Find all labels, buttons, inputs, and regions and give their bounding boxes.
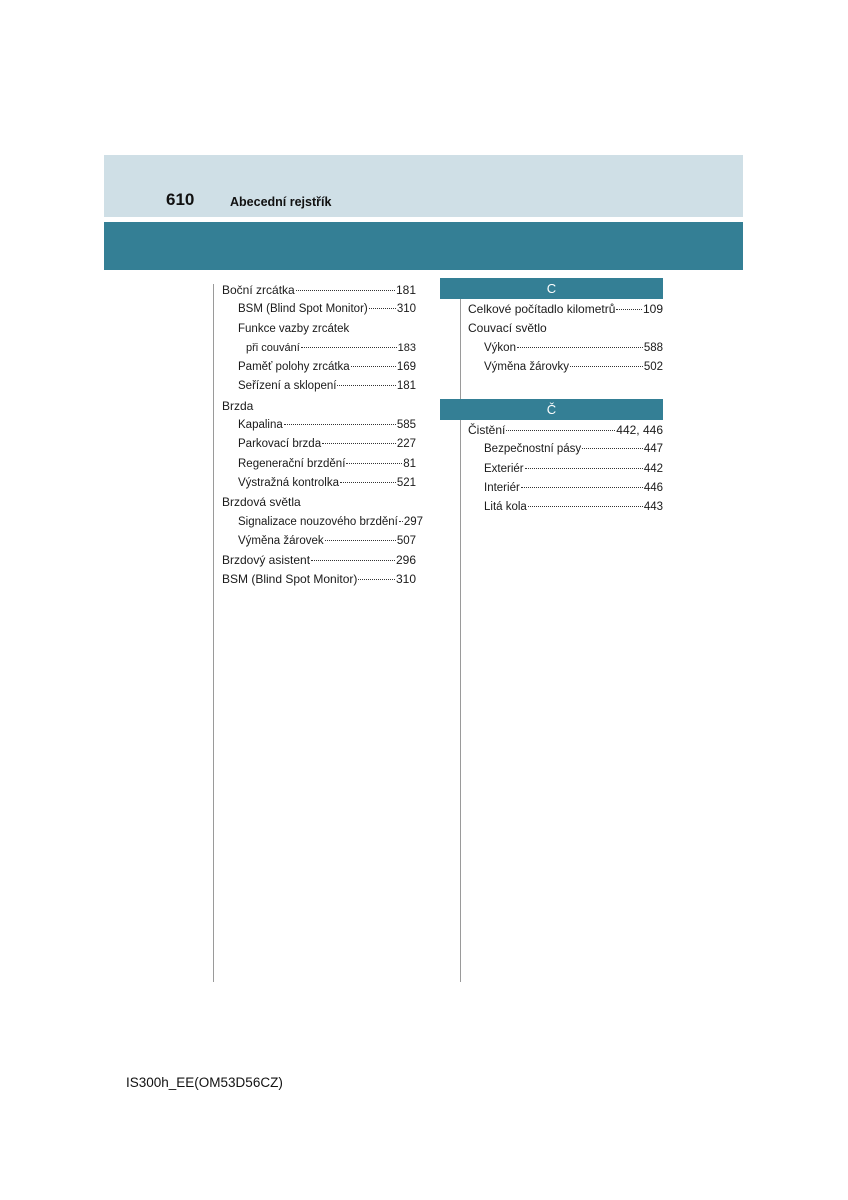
index-entry — [222, 435, 416, 454]
header-band-light — [104, 155, 743, 217]
index-entry-page: 227 — [396, 438, 416, 451]
index-entry — [222, 339, 416, 358]
index-entry-term: Seřízení a sklopení — [238, 380, 337, 393]
dot-leader — [517, 347, 643, 348]
index-entry-term: BSM (Blind Spot Monitor) — [238, 303, 368, 316]
dot-leader — [521, 487, 643, 488]
index-entry — [222, 455, 416, 474]
index-section — [440, 399, 663, 517]
index-entry — [222, 532, 416, 551]
index-entry — [222, 358, 416, 377]
dot-leader — [525, 468, 643, 469]
index-entry — [468, 498, 663, 517]
index-entry-term: Kapalina — [238, 419, 283, 432]
index-entry-term: BSM (Blind Spot Monitor) — [222, 572, 358, 587]
dot-leader — [351, 366, 396, 367]
dot-leader — [528, 506, 643, 507]
index-entry — [222, 320, 416, 339]
dot-leader — [506, 430, 615, 431]
index-entry-page: 442 — [643, 462, 663, 475]
index-entry-term: Litá kola — [484, 501, 527, 514]
index-entry — [222, 397, 416, 416]
index-entry-page: 297 — [403, 515, 424, 528]
index-entry-page: 443 — [643, 501, 663, 514]
section-letter-heading: C — [440, 278, 663, 299]
page-number: 610 — [166, 190, 195, 209]
index-entry — [222, 551, 416, 570]
index-entry-term: Výměna žárovek — [238, 534, 324, 547]
index-entry — [468, 479, 663, 498]
index-entry-page: 447 — [643, 443, 663, 456]
dot-leader — [337, 385, 395, 386]
index-column-left — [222, 281, 424, 590]
index-entry-term: Celkové počítadlo kilometrů — [468, 302, 616, 316]
footer-model-code: IS300h_EE(OM53D56CZ) — [126, 1075, 283, 1090]
dot-leader — [340, 482, 396, 483]
index-entry-page: 442, 446 — [616, 423, 663, 438]
index-entry-term: Výstražná kontrolka — [238, 476, 339, 489]
index-entry — [222, 570, 416, 589]
index-entry — [468, 300, 663, 319]
index-entry-page: 81 — [403, 457, 416, 470]
index-column-right — [440, 278, 663, 518]
index-section-entries — [440, 300, 663, 377]
index-entry-page: 181 — [396, 380, 416, 393]
dot-leader — [301, 347, 397, 348]
section-letter-heading: Č — [440, 399, 663, 420]
index-entry-term: Výkon — [484, 341, 516, 354]
index-entry — [468, 319, 663, 338]
index-entry — [468, 421, 663, 440]
index-entry-page: 296 — [395, 553, 416, 568]
index-entry — [222, 281, 416, 300]
index-entry-page: 507 — [396, 534, 416, 547]
index-entry-page: 169 — [396, 361, 416, 374]
dot-leader — [284, 424, 396, 425]
index-entry — [468, 339, 663, 358]
dot-leader — [616, 309, 642, 310]
index-entry-term: Čistění — [468, 423, 506, 438]
index-entry-page: 502 — [643, 360, 663, 373]
index-section — [440, 278, 663, 377]
index-entry — [222, 416, 416, 435]
index-entry-page: 446 — [643, 482, 663, 495]
index-entry — [468, 358, 663, 377]
index-entry-page: 585 — [396, 419, 416, 432]
index-entry-term: Parkovací brzda — [238, 438, 322, 451]
index-entry — [468, 440, 663, 459]
index-entry-page: 521 — [396, 476, 416, 489]
index-entry — [468, 460, 663, 479]
index-entry — [222, 513, 424, 532]
dot-leader — [570, 366, 643, 367]
index-entry — [222, 474, 416, 493]
index-entry-page: 310 — [395, 572, 416, 587]
dot-leader — [358, 579, 395, 580]
index-entry-page: 588 — [643, 341, 663, 354]
index-entry-term: při couvání — [246, 341, 300, 354]
index-entry-page: 109 — [642, 302, 663, 316]
index-entry-term: Brzdová světla — [222, 495, 301, 510]
dot-leader — [399, 521, 403, 522]
index-entry — [222, 493, 416, 512]
index-entry — [222, 300, 416, 319]
dot-leader — [311, 560, 395, 561]
index-entry-term: Bezpečnostní pásy — [484, 443, 582, 456]
index-entry-term: Signalizace nouzového brzdění — [238, 515, 398, 528]
dot-leader — [369, 308, 396, 309]
column-divider-left — [213, 284, 214, 982]
index-entry-term: Exteriér — [484, 462, 524, 475]
index-entry — [222, 377, 416, 396]
dot-leader — [296, 290, 395, 291]
index-entry-term: Brzdový asistent — [222, 553, 311, 568]
index-entry-page: 310 — [396, 303, 416, 316]
dot-leader — [322, 443, 396, 444]
dot-leader — [582, 448, 643, 449]
index-entry-page: 181 — [395, 283, 416, 297]
header-band-dark — [104, 222, 743, 270]
index-entry-term: Regenerační brzdění — [238, 457, 346, 470]
index-entry-term: Funkce vazby zrcátek — [238, 322, 350, 335]
index-entry-term: Boční zrcátka — [222, 283, 295, 297]
index-entry-term: Paměť polohy zrcátka — [238, 361, 350, 374]
index-entry-page: 183 — [397, 341, 416, 354]
index-entry-term: Výměna žárovky — [484, 360, 570, 373]
index-entry-term: Couvací světlo — [468, 321, 547, 336]
page-title: Abecední rejstřík — [230, 195, 332, 209]
dot-leader — [325, 540, 396, 541]
index-entry-term: Brzda — [222, 398, 254, 413]
index-entry-term: Interiér — [484, 482, 520, 495]
index-section-entries — [440, 421, 663, 517]
dot-leader — [346, 463, 402, 464]
